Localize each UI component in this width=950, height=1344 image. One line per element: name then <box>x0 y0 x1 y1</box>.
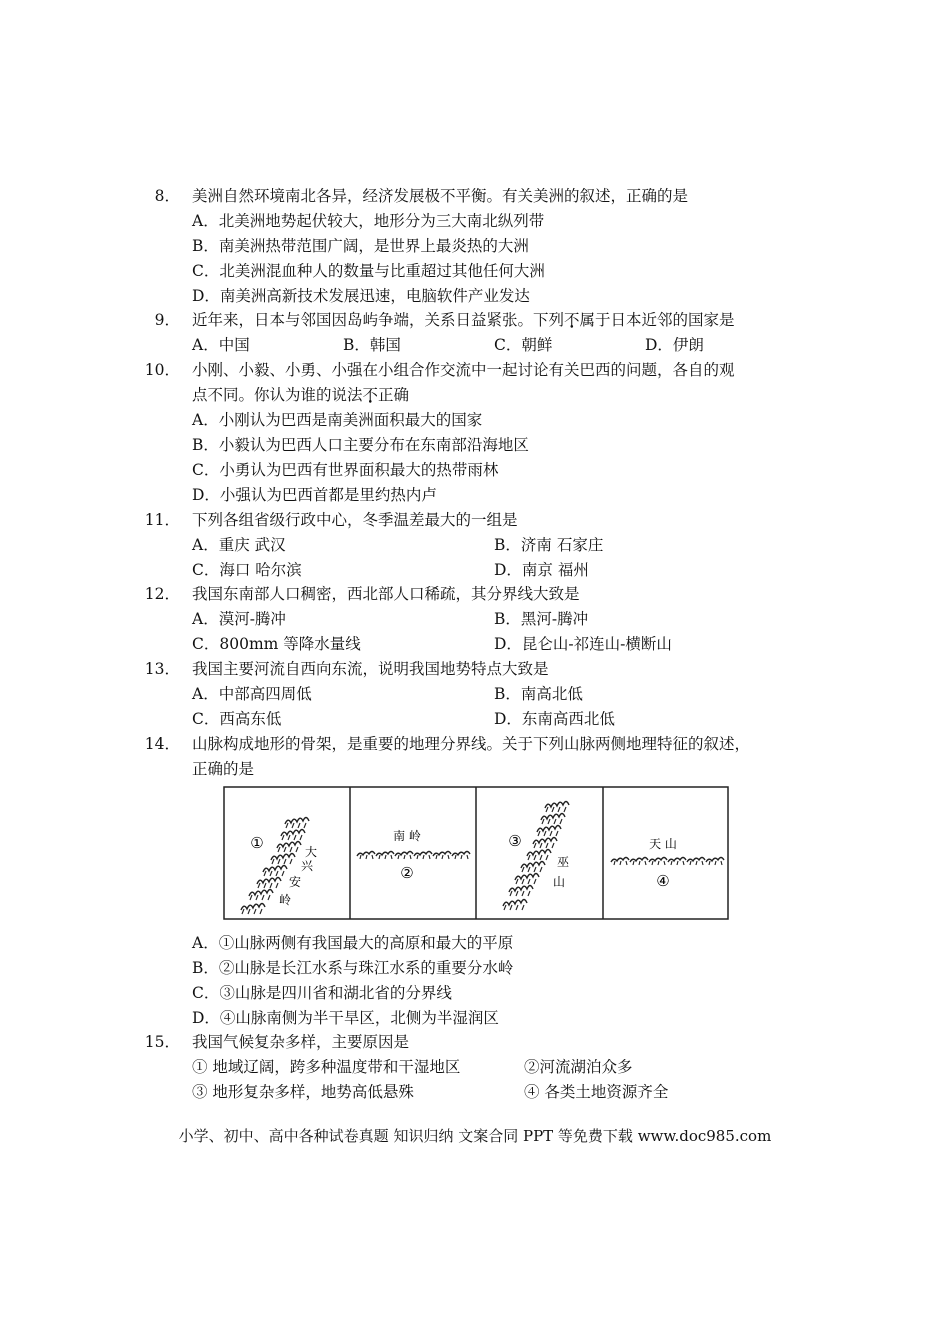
q13-option-b: B．南高北低 <box>494 685 583 703</box>
q15-statement-1: ① 地域辽阔，跨多种温度带和干湿地区 <box>192 1058 461 1076</box>
q12-option-d: D．昆仑山-祁连山-横断山 <box>494 635 672 653</box>
q14-option-c: C．③山脉是四川省和湖北省的分界线 <box>192 984 452 1002</box>
q11-option-c: C．海口 哈尔滨 <box>192 561 302 579</box>
q13-number: 13． <box>144 660 180 678</box>
q9-stem-post: 属于日本近邻的国家是 <box>579 311 735 329</box>
q10-option-b: B．小毅认为巴西人口主要分布在东南部沿海地区 <box>192 436 529 454</box>
q8-option-a: A．北美洲地势起伏较大，地形分为三大南北纵列带 <box>192 212 545 230</box>
q8-option-c: C．北美洲混血种人的数量与比重超过其他任何大洲 <box>192 262 545 280</box>
panel-2-name: 南 岭 <box>393 829 421 843</box>
q15-statement-3: ③ 地形复杂多样，地势高低悬殊 <box>192 1083 414 1101</box>
q9-option-a: A．中国 <box>192 336 250 354</box>
q9-stem <box>192 310 735 330</box>
q15-number: 15． <box>144 1033 180 1051</box>
panel-2-marker: ② <box>400 864 414 882</box>
q10-stem-pre: 点不同。你认为谁的说法 <box>192 386 363 404</box>
panel-3-name-char-1: 巫 <box>556 855 570 869</box>
mountain-figure <box>223 786 729 920</box>
q15-statement-4: ④ 各类土地资源齐全 <box>524 1083 669 1101</box>
q10-option-c: C．小勇认为巴西有世界面积最大的热带雨林 <box>192 461 499 479</box>
q14-number: 14． <box>144 735 180 753</box>
q13-option-a: A．中部高四周低 <box>192 685 312 703</box>
q11-option-a: A．重庆 武汉 <box>192 536 286 554</box>
panel-1-marker: ① <box>250 834 264 852</box>
q10-stem-line2 <box>192 385 409 405</box>
q14-stem-line1: 山脉构成地形的骨架，是重要的地理分界线。关于下列山脉两侧地理特征的叙述， <box>192 735 751 753</box>
q8-number: 8． <box>154 187 180 205</box>
q8-option-d: D．南美洲高新技术发展迅速，电脑软件产业发达 <box>192 287 530 305</box>
panel-1-name-char-4: 岭 <box>278 893 292 907</box>
q12-stem: 我国东南部人口稠密，西北部人口稀疏，其分界线大致是 <box>192 585 580 603</box>
panel-4-marker: ④ <box>656 872 670 890</box>
panel-3-marker: ③ <box>508 832 522 850</box>
q9-stem-emphasis: 不 <box>564 311 580 329</box>
q14-stem-line2: 正确的是 <box>192 760 255 778</box>
q8-stem: 美洲自然环境南北各异，经济发展极不平衡。有关美洲的叙述，正确的是 <box>192 187 689 205</box>
q11-number: 11． <box>144 511 180 529</box>
q9-option-b: B．韩国 <box>343 336 401 354</box>
q10-stem-emphasis: 不 <box>362 386 379 404</box>
q11-stem: 下列各组省级行政中心，冬季温差最大的一组是 <box>192 511 518 529</box>
q13-option-d: D．东南高西北低 <box>494 710 615 728</box>
q12-option-a: A．漠河-腾冲 <box>192 610 286 628</box>
q9-number: 9． <box>154 311 180 329</box>
figure-frame <box>224 787 728 919</box>
q12-option-b: B．黑河-腾冲 <box>494 610 589 628</box>
q10-stem-post: 正确 <box>378 386 410 404</box>
q9-stem-pre: 近年来，日本与邻国因岛屿争端，关系日益紧张。下列 <box>192 311 565 329</box>
q8-option-b: B．南美洲热带范围广阔，是世界上最炎热的大洲 <box>192 237 529 255</box>
q11-option-b: B．济南 石家庄 <box>494 536 604 554</box>
q15-stem: 我国气候复杂多样，主要原因是 <box>192 1033 410 1051</box>
q14-option-d: D．④山脉南侧为半干旱区，北侧为半湿润区 <box>192 1009 499 1027</box>
q10-option-a: A．小刚认为巴西是南美洲面积最大的国家 <box>192 411 483 429</box>
q12-option-c: C．800mm 等降水量线 <box>192 635 361 653</box>
q11-option-d: D．南京 福州 <box>494 561 589 579</box>
panel-1-name-char-2: 兴 <box>300 859 314 873</box>
q14-option-b: B．②山脉是长江水系与珠江水系的重要分水岭 <box>192 959 514 977</box>
q10-number: 10． <box>144 361 180 379</box>
panel-1-name-char-3: 安 <box>288 875 302 889</box>
q10-option-d: D．小强认为巴西首都是里约热内卢 <box>192 486 437 504</box>
panel-4-name: 天 山 <box>649 837 677 851</box>
q13-option-c: C．西高东低 <box>192 710 282 728</box>
q9-option-c: C．朝鲜 <box>494 336 553 354</box>
panel-1-name-char-1: 大 <box>304 845 318 859</box>
q12-number: 12． <box>144 585 180 603</box>
q15-statement-2: ②河流湖泊众多 <box>524 1058 633 1076</box>
page-footer: 小学、初中、高中各种试卷真题 知识归纳 文案合同 PPT 等免费下载 www.doc985.com <box>178 1127 772 1145</box>
q10-stem-line1: 小刚、小毅、小勇、小强在小组合作交流中一起讨论有关巴西的问题，各自的观 <box>192 361 735 379</box>
q13-stem: 我国主要河流自西向东流，说明我国地势特点大致是 <box>192 660 549 678</box>
panel-3-name-char-2: 山 <box>552 875 566 889</box>
q14-option-a: A．①山脉两侧有我国最大的高原和最大的平原 <box>192 934 514 952</box>
q9-option-d: D．伊朗 <box>645 336 704 354</box>
